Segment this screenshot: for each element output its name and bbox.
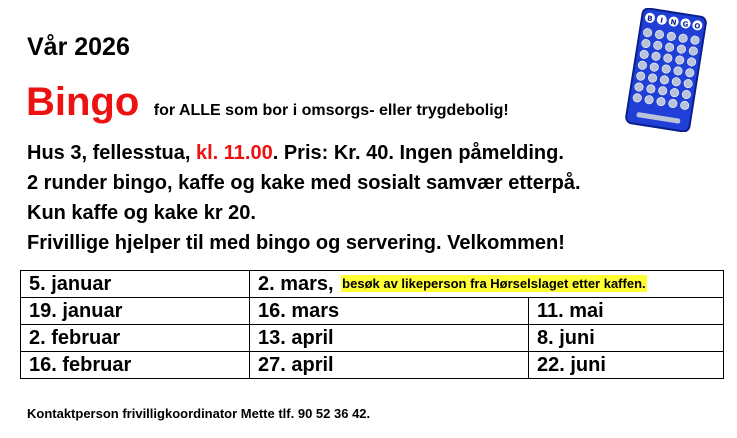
event-headline	[26, 80, 509, 133]
info-line-program: 2 runder bingo, kaffe og kake med sosialt samvær etterpå.	[27, 172, 581, 194]
event-info	[27, 138, 581, 258]
date-cell: 27. april	[250, 352, 529, 379]
date-text: 2. mars,	[258, 273, 334, 295]
info-line-place-time	[27, 138, 581, 168]
date-cell: 2. februar	[21, 325, 250, 352]
bingo-dates-table	[20, 270, 724, 379]
season-title: Vår 2026	[27, 33, 130, 61]
date-cell: 5. januar	[21, 271, 250, 298]
contact-info: Kontaktperson frivilligkoordinator Mette tlf. 90 52 36 42.	[27, 406, 371, 421]
highlighted-note: besøk av likeperson fra Hørselslaget etter kaffen.	[342, 276, 646, 291]
table-row	[21, 298, 724, 325]
bingo-card-image	[624, 8, 708, 132]
table-row	[21, 352, 724, 379]
bingo-letter: N	[669, 18, 678, 28]
date-cell: 8. juni	[529, 325, 724, 352]
date-cell: 11. mai	[529, 298, 724, 325]
info-place: Hus 3, fellesstua,	[27, 142, 196, 164]
date-cell-with-note	[250, 271, 724, 298]
info-price: . Pris: Kr. 40. Ingen påmelding.	[272, 142, 564, 164]
table-row	[21, 325, 724, 352]
table-row	[21, 271, 724, 298]
info-time: kl. 11.00	[195, 142, 273, 164]
date-cell: 16. mars	[250, 298, 529, 325]
bingo-letter: I	[659, 16, 664, 25]
bingo-letter: O	[693, 21, 701, 31]
bingo-letter: G	[681, 20, 689, 29]
info-line-coffee: Kun kaffe og kake kr 20.	[27, 202, 256, 224]
date-cell: 16. februar	[21, 352, 250, 379]
date-cell: 22. juni	[529, 352, 724, 379]
bingo-letter: B	[646, 14, 654, 24]
date-cell: 13. april	[250, 325, 529, 352]
event-audience: for ALLE som bor i omsorgs- eller trygdebolig!	[153, 102, 509, 119]
date-cell: 19. januar	[21, 298, 250, 325]
event-name: Bingo	[26, 80, 140, 124]
info-line-welcome: Frivillige hjelper til med bingo og servering. Velkommen!	[27, 232, 565, 254]
